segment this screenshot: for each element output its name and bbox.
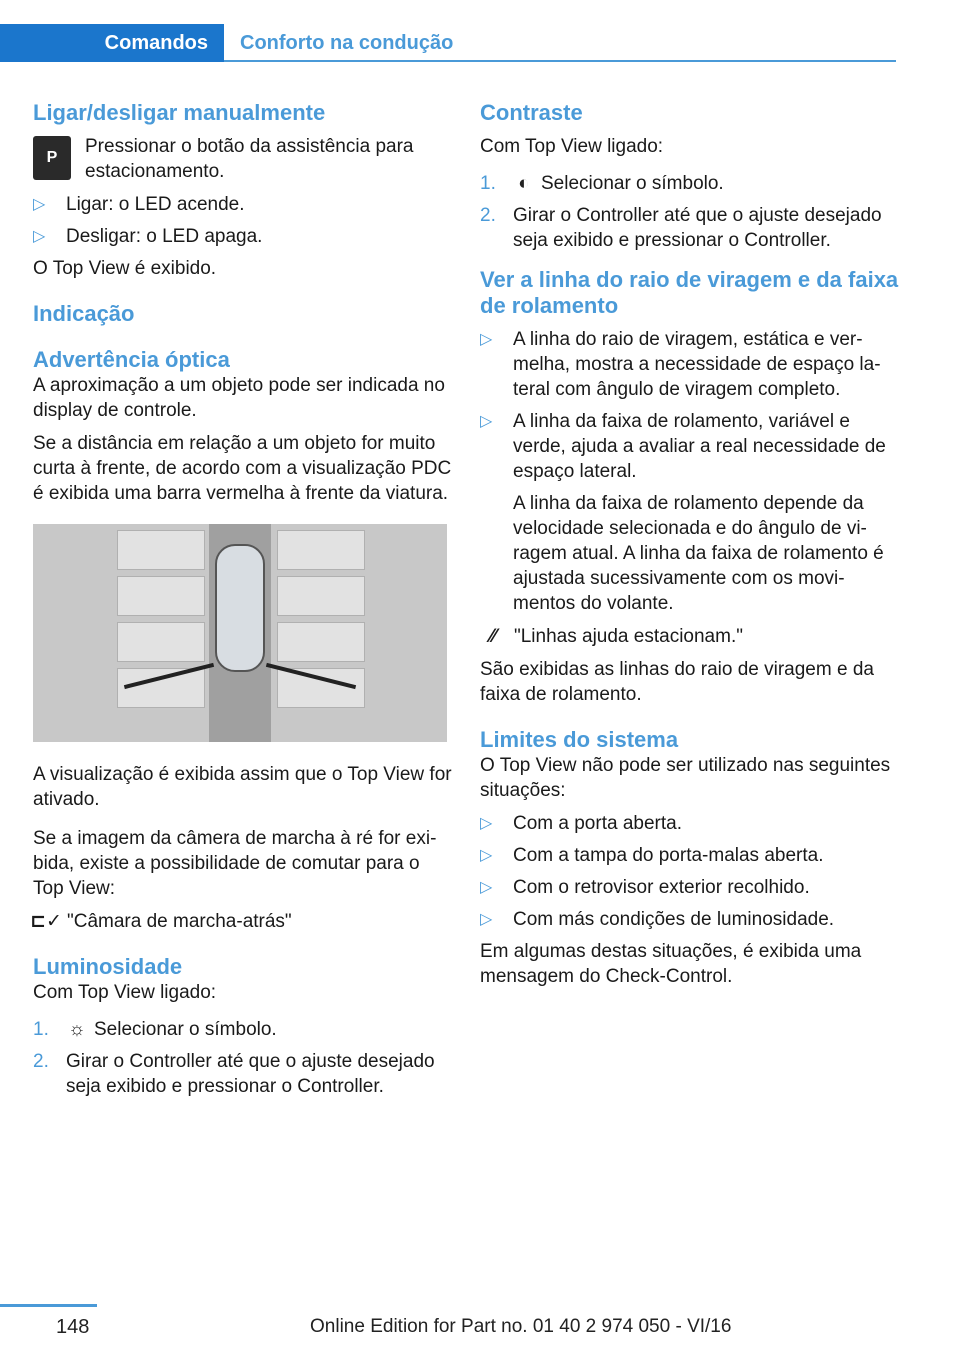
camera-text: Se a imagem da câmera de marcha à ré for exibida, existe a possibilidade de comutar para o Top View: <box>33 828 437 899</box>
tab-comandos[interactable]: Comandos <box>0 24 224 62</box>
advertencia-paragraph-1: A aproximação a um objeto pode ser indicada no display de controle. <box>33 375 445 421</box>
right-column <box>480 100 900 989</box>
luminosidade-steps <box>33 1017 453 1099</box>
limites-end-text: Em algumas destas situações, é exibida uma mensagem do Check-Control. <box>480 941 862 987</box>
heading-linha: Ver a linha do raio de viragem e da faixa de rolamento <box>480 267 899 318</box>
heading-advertencia: Advertência óptica <box>33 347 230 372</box>
heading-limites: Limites do sistema <box>480 727 679 752</box>
triangle-bullet-icon: ▷ <box>480 331 493 348</box>
list-item: ▷ Ligar: o LED acende. <box>33 194 245 215</box>
linhas-command[interactable]: ⁄⁄ "Linhas ajuda estacionam." <box>480 624 900 649</box>
header-divider <box>224 60 896 62</box>
list-item: 1. ☼ Selecionar o símbolo. <box>33 1019 277 1040</box>
list-item: ▷ Com a tampa do porta-malas aberta. <box>480 845 824 866</box>
triangle-bullet-icon: ▷ <box>480 815 493 832</box>
heading-luminosidade: Luminosidade <box>33 954 183 979</box>
rear-camera-icon: ⊏✓ <box>30 911 62 932</box>
limites-intro: O Top View não pode ser utilizado nas seguintes situações: <box>480 755 891 801</box>
heading-indicacao: Indicação <box>33 301 135 326</box>
top-view-illustration <box>33 524 447 742</box>
list-item: ▷ Com más condições de luminosidade. <box>480 909 835 930</box>
page-header <box>0 0 960 62</box>
list-item: ▷ Com a porta aberta. <box>480 813 682 834</box>
visualizacao-text: A visualização é exibida assim que o Top View for ativado. <box>33 764 452 810</box>
manual-instruction <box>33 134 453 184</box>
triangle-bullet-icon: ▷ <box>33 228 46 245</box>
parking-tile <box>117 530 205 570</box>
advertencia-paragraph-2: Se a distância em relação a um objeto for muito curta à frente, de acordo com a visualização PDC é exibida uma barra vermelha à frente da viatura. <box>33 433 452 504</box>
manual-bullets <box>33 192 453 249</box>
contraste-steps <box>480 171 900 253</box>
triangle-bullet-icon: ▷ <box>480 911 493 928</box>
list-item: 2. Girar o Controller até que o ajuste desejado seja exibido e pressionar o Controller. <box>33 1051 435 1097</box>
parking-lines-icon: ⁄⁄ <box>489 626 497 647</box>
list-item: ▷ Com o retrovisor exterior recolhido. <box>480 877 810 898</box>
camera-command[interactable]: ⊏✓ "Câmara de marcha-atrás" <box>30 911 292 932</box>
triangle-bullet-icon: ▷ <box>33 196 46 213</box>
footer-divider <box>0 1304 97 1307</box>
brightness-icon[interactable]: ☼ <box>68 1019 86 1040</box>
tab-conforto[interactable]: Conforto na condução <box>240 31 454 54</box>
manual-text: Pressionar o botão da assistência para estacionamento. <box>85 136 414 182</box>
car-icon <box>215 544 265 672</box>
heading-manual: Ligar/desligar manualmente <box>33 100 326 125</box>
triangle-bullet-icon: ▷ <box>480 847 493 864</box>
list-item: ▷ Desligar: o LED apaga. <box>33 226 263 247</box>
topview-shown-text: O Top View é exibido. <box>33 258 217 279</box>
left-column <box>30 100 453 1106</box>
contraste-intro: Com Top View ligado: <box>480 136 664 157</box>
parking-tile <box>277 530 365 570</box>
contrast-icon[interactable]: ◐ <box>518 173 530 194</box>
triangle-bullet-icon: ▷ <box>480 879 493 896</box>
limites-bullets <box>480 811 900 932</box>
linha-bullets <box>480 327 900 616</box>
parking-tile <box>117 622 205 662</box>
parking-assist-icon: P <box>33 136 71 180</box>
parking-tile <box>277 622 365 662</box>
linhas-text: São exibidas as linhas do raio de viragem e da faixa de rolamento. <box>480 659 874 705</box>
page-number: 148 <box>56 1316 90 1338</box>
list-item: ▷ A linha do raio de viragem, estática e vermelha, mostra a necessidade de espaço lateral com ângulo de viragem completo. <box>480 329 881 400</box>
parking-tile <box>117 668 205 708</box>
edition-text: Online Edition for Part no. 01 40 2 974 050 - VI/16 <box>310 1316 732 1337</box>
parking-tile <box>117 576 205 616</box>
list-item: 2. Girar o Controller até que o ajuste desejado seja exibido e pressionar o Controller. <box>480 205 882 251</box>
triangle-bullet-icon: ▷ <box>480 413 493 430</box>
list-item: ▷ A linha da faixa de rolamento, variável e verde, ajuda a avaliar a real necessidade de espaço lateral. A linha da faixa de rolamento depende da velocidade selecionada e do ângulo de viragem atual. A linha da faixa de rolamento é ajustada sucessivamente com os movimentos do volante. <box>480 411 886 614</box>
heading-contraste: Contraste <box>480 100 583 125</box>
list-item: 1. ◐ Selecionar o símbolo. <box>480 173 724 194</box>
parking-tile <box>277 576 365 616</box>
luminosidade-intro: Com Top View ligado: <box>33 982 217 1003</box>
